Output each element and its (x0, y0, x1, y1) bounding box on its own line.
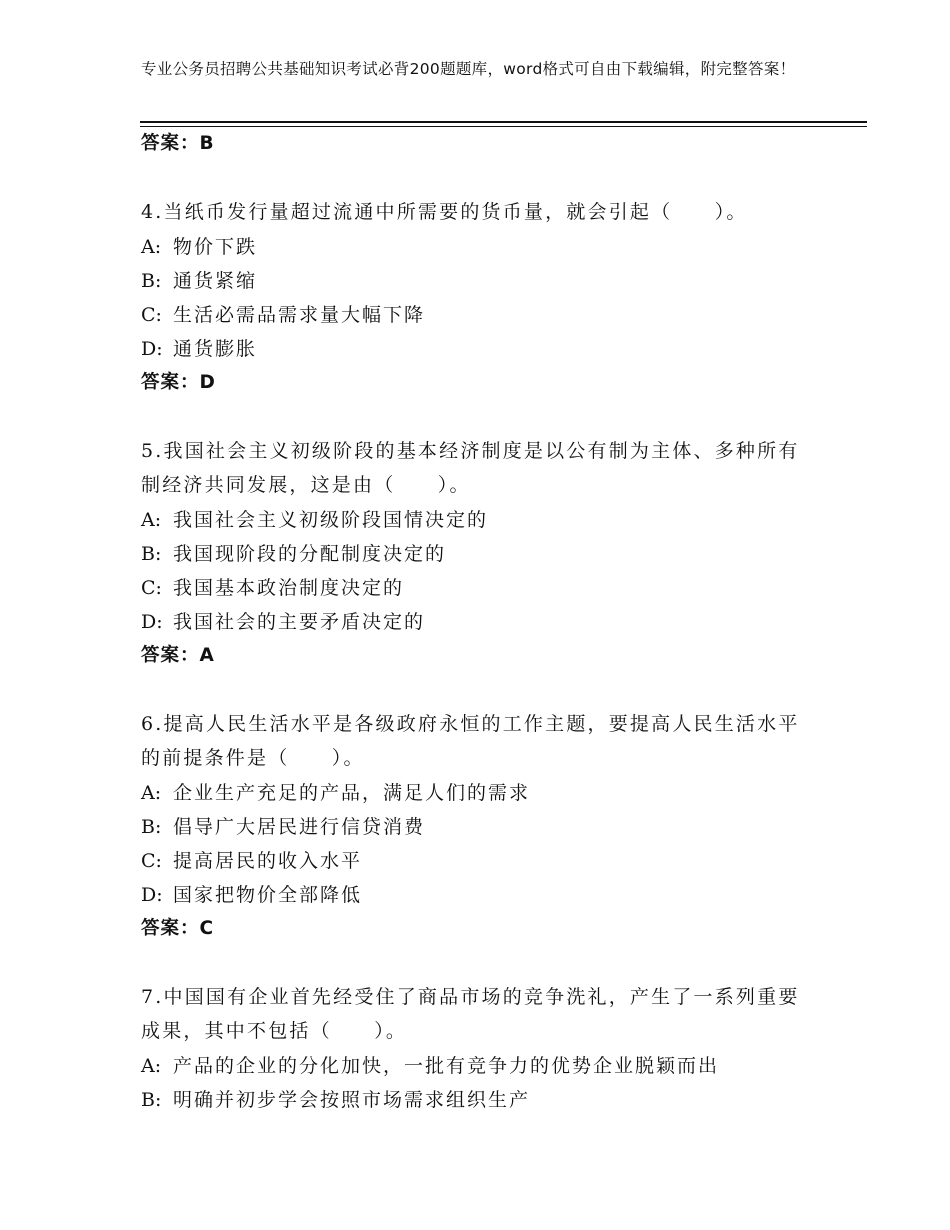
option-text: 企业生产充足的产品，满足人们的需求 (173, 781, 531, 804)
option-letter: C: (141, 303, 162, 326)
option-b (141, 537, 811, 571)
option-letter: B: (141, 542, 162, 565)
option-letter: D: (141, 610, 163, 633)
option-a (141, 1049, 811, 1083)
option-letter: D: (141, 337, 163, 360)
header-rule-thick (140, 121, 867, 123)
option-letter: B: (141, 269, 162, 292)
option-letter: A: (141, 781, 162, 804)
option-text: 国家把物价全部降低 (173, 883, 363, 906)
option-text: 我国社会的主要矛盾决定的 (173, 610, 426, 633)
document-header: 专业公务员招聘公共基础知识考试必背200题题库，word格式可自由下载编辑，附完整答案！ (141, 60, 796, 78)
option-letter: B: (141, 1088, 162, 1111)
option-letter: A: (141, 1054, 162, 1077)
option-text: 通货膨胀 (173, 337, 258, 360)
option-text: 明确并初步学会按照市场需求组织生产 (173, 1088, 531, 1111)
option-letter: C: (141, 849, 162, 872)
option-text: 我国现阶段的分配制度决定的 (173, 542, 447, 565)
option-text: 产品的企业的分化加快，一批有竞争力的优势企业脱颖而出 (173, 1054, 720, 1077)
option-c (141, 571, 811, 605)
question-4 (141, 195, 811, 400)
option-d (141, 332, 811, 366)
question-6 (141, 707, 811, 946)
option-c (141, 844, 811, 878)
option-text: 生活必需品需求量大幅下降 (173, 303, 426, 326)
option-text: 倡导广大居民进行信贷消费 (173, 815, 426, 838)
option-d (141, 878, 811, 912)
answer-line: 答案：B (141, 133, 215, 154)
answer-line: 答案：C (141, 917, 215, 939)
option-d (141, 605, 811, 639)
option-text: 我国社会主义初级阶段国情决定的 (173, 508, 489, 531)
option-a (141, 776, 811, 810)
question-stem: 6.提高人民生活水平是各级政府永恒的工作主题，要提高人民生活水平的前提条件是（ ）。 (141, 712, 800, 769)
option-c (141, 298, 811, 332)
option-text: 物价下跌 (173, 235, 258, 258)
question-7 (141, 980, 811, 1117)
option-text: 提高居民的收入水平 (173, 849, 363, 872)
option-a (141, 230, 811, 264)
option-letter: C: (141, 576, 162, 599)
question-stem: 4.当纸币发行量超过流通中所需要的货币量，就会引起（ ）。 (141, 201, 748, 223)
answer-line: 答案：A (141, 644, 215, 666)
option-b (141, 264, 811, 298)
answer-line: 答案：D (141, 371, 216, 393)
option-letter: A: (141, 235, 162, 258)
option-text: 通货紧缩 (173, 269, 258, 292)
question-stem: 7.中国国有企业首先经受住了商品市场的竞争洗礼，产生了一系列重要成果，其中不包括（ ）。 (141, 985, 800, 1042)
question-stem: 5.我国社会主义初级阶段的基本经济制度是以公有制为主体、多种所有制经济共同发展，这是由（ ）。 (141, 439, 800, 496)
option-letter: A: (141, 508, 162, 531)
option-b (141, 810, 811, 844)
option-text: 我国基本政治制度决定的 (173, 576, 405, 599)
option-letter: D: (141, 883, 163, 906)
option-a (141, 503, 811, 537)
question-5 (141, 434, 811, 673)
option-b (141, 1083, 811, 1117)
option-letter: B: (141, 815, 162, 838)
document-body (141, 127, 811, 1117)
